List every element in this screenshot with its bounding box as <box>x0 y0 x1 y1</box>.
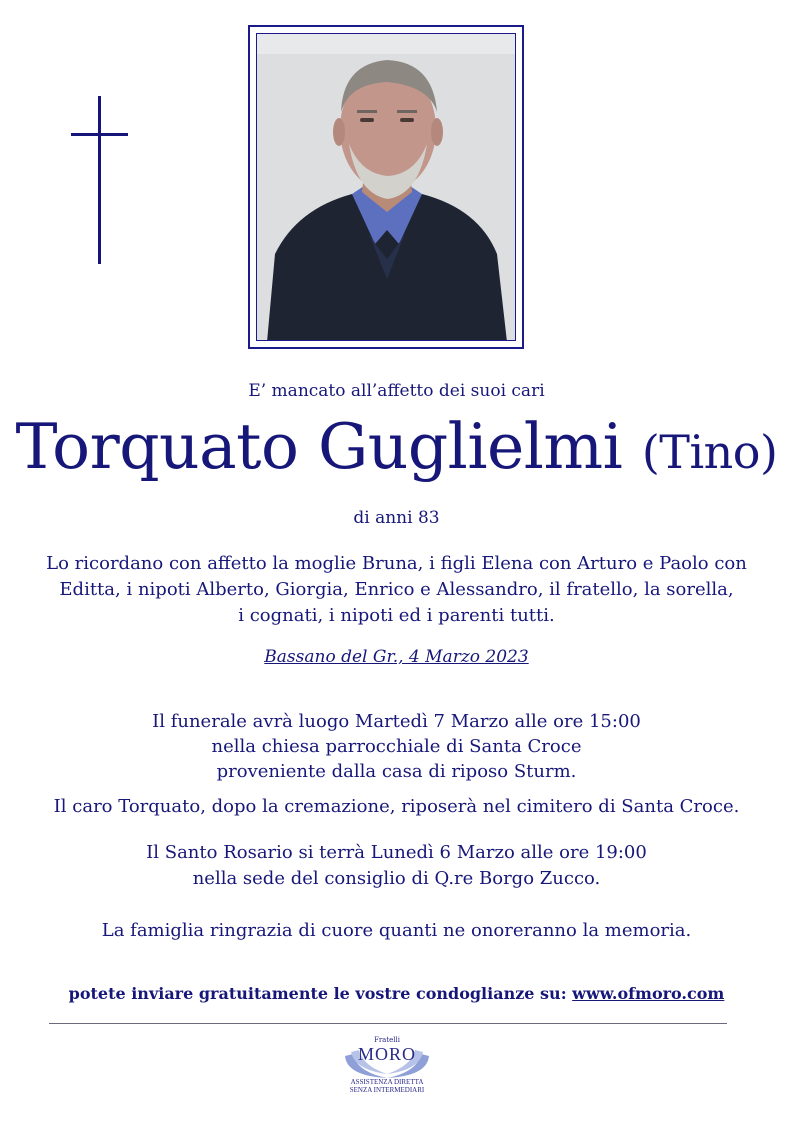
rosary-paragraph <box>0 840 793 892</box>
cross-vertical <box>98 96 101 264</box>
remembrance-line: i cognati, i nipoti ed i parenti tutti. <box>238 605 555 626</box>
deceased-full-name: Torquato Guglielmi <box>15 410 623 483</box>
remembrance-paragraph <box>0 551 793 629</box>
logo-tagline: ASSISTENZA DIRETTA <box>350 1078 424 1086</box>
rosary-line: nella sede del consiglio di Q.re Borgo Zucco. <box>192 868 601 889</box>
condolences-link[interactable]: www.ofmoro.com <box>572 984 725 1003</box>
funeral-line: Il funerale avrà luogo Martedì 7 Marzo alle ore 15:00 <box>152 711 641 732</box>
deceased-nickname: (Tino) <box>641 425 778 479</box>
remembrance-line: Lo ricordano con affetto la moglie Bruna, i figli Elena con Arturo e Paolo con <box>46 553 747 574</box>
cremation-line: Il caro Torquato, dopo la cremazione, riposerà nel cimitero di Santa Croce. <box>53 796 740 817</box>
place-date <box>0 647 793 667</box>
deceased-name <box>0 412 793 487</box>
portrait-frame <box>248 25 524 349</box>
thanks-line: La famiglia ringrazia di cuore quanti ne onoreranno la memoria. <box>101 920 692 941</box>
funeral-paragraph <box>0 709 793 784</box>
footer-divider <box>49 1023 727 1024</box>
cross-horizontal <box>71 133 128 136</box>
age-line: di anni 83 <box>353 508 440 528</box>
place-date-text: Bassano del Gr., 4 Marzo 2023 <box>264 647 529 667</box>
portrait-illustration <box>257 34 516 341</box>
intro-line: E’ mancato all’affetto dei suoi cari <box>248 381 545 401</box>
funeral-line: nella chiesa parrocchiale di Santa Croce <box>211 736 582 757</box>
logo-small-text: Fratelli <box>373 1036 401 1044</box>
portrait-photo <box>256 33 516 341</box>
funeral-line: proveniente dalla casa di riposo Sturm. <box>216 761 577 782</box>
logo-name: MORO <box>357 1044 416 1064</box>
remembrance-line: Editta, i nipoti Alberto, Giorgia, Enrico e Alessandro, il fratello, la sorella, <box>59 579 734 600</box>
rosary-line: Il Santo Rosario si terrà Lunedì 6 Marzo alle ore 19:00 <box>146 842 647 863</box>
condolences-text: potete inviare gratuitamente le vostre condoglianze su: <box>68 984 567 1003</box>
condolences-line <box>0 984 793 1003</box>
funeral-home-logo <box>327 1036 447 1106</box>
logo-tagline: SENZA INTERMEDIARI <box>349 1086 425 1094</box>
